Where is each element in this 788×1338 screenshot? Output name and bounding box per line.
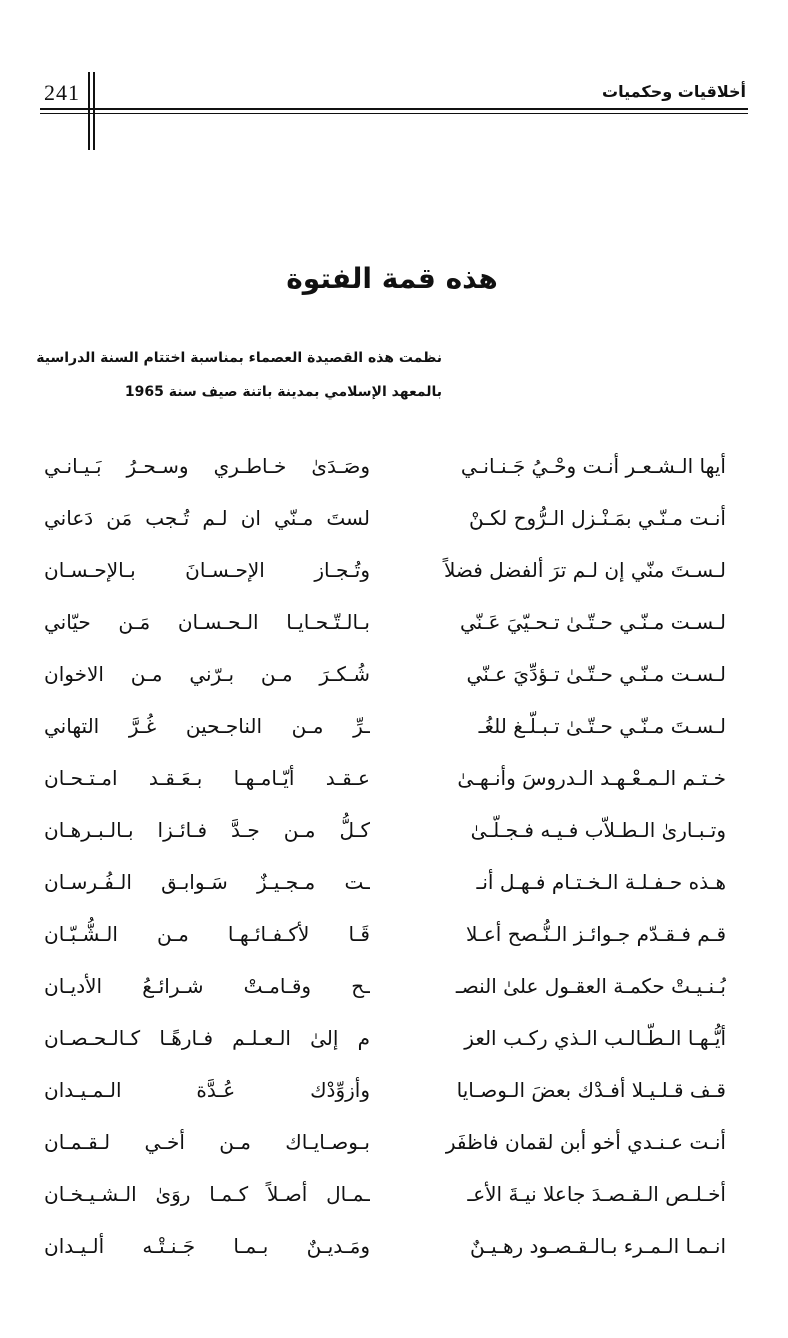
verse-second-hemistich: بـالـتّـحـايـا الـحـسـان مَـن حيّاني	[44, 610, 370, 634]
verse-2	[0, 498, 788, 550]
poem-intro-line-1: نظمت هذه القصيدة العصماء بمناسبة اختتام السنة الدراسية	[36, 350, 442, 366]
verse-5	[0, 654, 788, 706]
verse-8	[0, 810, 788, 862]
verse-second-hemistich: وصَـدَىٰ خـاطـري وسـحـرُ بَـيـانـي	[44, 454, 370, 478]
verse-second-hemistich: كـلُّ مـن جـدَّ فـائـزا بـالـبـرهـان	[44, 818, 370, 842]
verse-first-hemistich: وتـبـارىٰ الـطـلاّب فـيـه فـجـلّـىٰ	[470, 818, 726, 842]
verse-second-hemistich: ـح وقـامـتْ شـرائـعُ الأديـان	[44, 974, 370, 998]
verse-first-hemistich: انـمـا الـمـرء بـالـقـصـود رهـيـنٌ	[469, 1234, 726, 1258]
header-divider-right	[93, 72, 95, 150]
verse-first-hemistich: أيُّـهـا الـطّـالـب الـذي ركـب العز	[464, 1026, 726, 1050]
verse-second-hemistich: ومَـديـنٌ بـمـا جَـنـتْـه ألـيـدان	[44, 1234, 370, 1258]
header-rule-thick	[40, 108, 748, 110]
running-title: أخلاقيات وحكميات	[602, 82, 746, 101]
verse-12	[0, 1018, 788, 1070]
verse-7	[0, 758, 788, 810]
verse-1	[0, 446, 788, 498]
header-divider-left	[88, 72, 90, 150]
verse-first-hemistich: هـذه حـفـلـة الـخـتـام فـهـل أنـ	[476, 870, 726, 894]
poem-title: هذه قمة الفتوة	[286, 262, 498, 295]
verse-14	[0, 1122, 788, 1174]
verse-first-hemistich: أيها الـشـعـر أنـت وحْـيُ جَـنـانـي	[460, 454, 726, 478]
verse-first-hemistich: أنـت عـنـدي أخو أبن لقمان فاظفَر	[445, 1130, 726, 1154]
header-rule-thin	[40, 113, 748, 114]
verse-first-hemistich: خـتـم الـمـعْـهـد الـدروسَ وأنـهـىٰ	[457, 766, 726, 790]
verse-second-hemistich: ـرِّ مـن الناجـحين غُـرَّ التهاني	[44, 714, 370, 738]
verse-6	[0, 706, 788, 758]
verse-second-hemistich: بـوصـايـاك مـن أخـي لـقـمـان	[44, 1130, 370, 1154]
verse-second-hemistich: ـت مـجـيـزٌ سَـوابـق الـفُـرسـان	[44, 870, 370, 894]
verse-second-hemistich: لستَ مـنّي ان لـم تُـجب مَن دَعاني	[44, 506, 370, 530]
verse-10	[0, 914, 788, 966]
verse-first-hemistich: قـف قـلـيـلا أفـدْك بعضَ الـوصـايا	[456, 1078, 726, 1102]
page-number: 241	[44, 80, 80, 105]
verse-first-hemistich: لـسـت مـنّـي حـتّـىٰ تـحـيّيَ عَـنّي	[459, 610, 726, 634]
verse-9	[0, 862, 788, 914]
verse-13	[0, 1070, 788, 1122]
verse-first-hemistich: بُـنـيـتْ حكمـة العقـول علىٰ النصـ	[455, 974, 726, 998]
verse-11	[0, 966, 788, 1018]
verse-first-hemistich: أنـت مـنّـي بمَـنْـزل الـرُّوح لكـنْ	[469, 506, 726, 530]
verse-16	[0, 1226, 788, 1278]
verse-second-hemistich: قَـا لأكـفـائـهـا مـن الـشُّـبّـان	[44, 922, 370, 946]
verse-first-hemistich: قـم فـقـدّم جـوائـز الـنُّـصح أعـلا	[466, 922, 726, 946]
verse-3	[0, 550, 788, 602]
verse-second-hemistich: ـمـال أصـلاً كـمـا روَىٰ الـشـيـخـان	[44, 1182, 370, 1206]
verse-first-hemistich: لـسـت مـنّـي حـتّـىٰ تـؤدِّيَ عـنّي	[466, 662, 726, 686]
verse-second-hemistich: عـقـد أيّـامـهـا بـعَـقـد امـتـحـان	[44, 766, 370, 790]
verse-second-hemistich: وتُـجـاز الإحـسـانَ بـالإحـسـان	[44, 558, 370, 582]
verse-first-hemistich: أخـلـص الـقـصـدَ جاعلا نيـةَ الأعـ	[467, 1182, 726, 1206]
verse-4	[0, 602, 788, 654]
poem-intro-line-2: بالمعهد الإسلامي بمدينة باتنة صيف سنة 1965	[124, 384, 442, 400]
verse-second-hemistich: وأزوِّدْك عُـدَّة الـمـيـدان	[44, 1078, 370, 1102]
verse-second-hemistich: م إلىٰ الـعـلـم فـارهًـا كـالـحـصـان	[44, 1026, 370, 1050]
verse-first-hemistich: لـسـتَ منّي إن لـم ترَ ألفضل فضلاً	[443, 558, 726, 582]
page-header	[40, 72, 748, 120]
verse-first-hemistich: لـسـتَ مـنّـي حـتّـىٰ تـبـلّـغ للغُـ	[478, 714, 726, 738]
verse-15	[0, 1174, 788, 1226]
verse-second-hemistich: شُـكـرَ مـن بـرّني مـن الاخوان	[44, 662, 370, 686]
